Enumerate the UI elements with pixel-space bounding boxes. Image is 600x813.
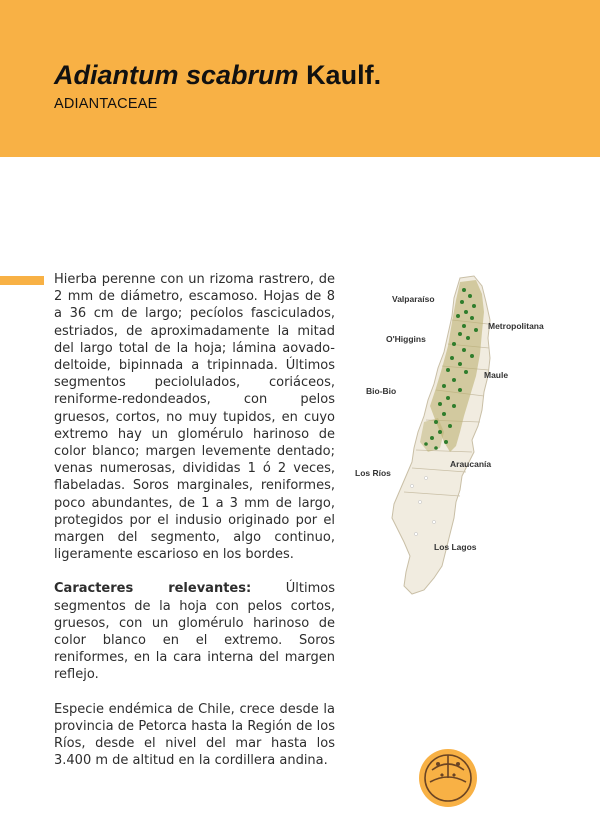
label-los-rios: Los Ríos xyxy=(355,468,391,478)
label-valparaiso: Valparaíso xyxy=(392,294,435,304)
relevant-characters-paragraph xyxy=(54,580,335,683)
label-maule: Maule xyxy=(484,370,509,380)
label-biobio: Bio-Bio xyxy=(366,386,397,396)
distribution-map xyxy=(355,272,550,602)
species-text xyxy=(54,271,335,786)
author-name: Kaulf. xyxy=(306,60,382,90)
label-los-lagos: Los Lagos xyxy=(434,542,477,552)
emblem-icon xyxy=(418,748,478,808)
chile-map-svg xyxy=(355,272,550,602)
species-title xyxy=(54,60,381,91)
distribution-paragraph: Especie endémica de Chile, crece desde la provincia de Petorca hasta la Región de los Ríos, desde el nivel del mar hasta los 3.400 m de altitud en la cordillera andina. xyxy=(54,701,335,769)
header-band xyxy=(0,0,600,157)
scientific-name: Adiantum scabrum xyxy=(54,60,299,90)
label-metropolitana: Metropolitana xyxy=(488,321,544,331)
family-name: ADIANTACEAE xyxy=(54,96,158,112)
side-accent-tab xyxy=(0,276,44,285)
relevant-characters-label: Caracteres relevantes: xyxy=(54,581,252,597)
description-paragraph: Hierba perenne con un rizoma rastrero, de 2 mm de diámetro, escamoso. Hojas de 8 a 36 cm de largo; pecíolos fasciculados, estriados, de aproximadamente la mitad del largo total de la hoja; lámina aovado-deltoide, bipinnada a tripinnada. Últimos segmentos peciolulados, coriáceos, reniforme-redondeados, con pelos gruesos, cortos, no muy tupidos, en cuyo extremo hay un glomérulo harinoso de color blanco; margen levemente dentado; venas numerosas, divididas 1 ó 2 veces, flabeladas. Soros marginales, reniformes, poco abundantes, de 1 a 3 mm de largo, protegidos por el indusio originado por el margen del segmento, algo continuo, ligeramente escarioso en los bordes. xyxy=(54,272,335,563)
label-araucania: Araucanía xyxy=(450,459,492,469)
relevant-characters-text: Últimos segmentos de la hoja con pelos cortos, gruesos, con un glomérulo harinoso de color blanco en el extremo. Soros reniformes, en la cara interna del margen reflejo. xyxy=(54,581,335,683)
emblem-logo xyxy=(418,748,478,808)
label-ohiggins: O'Higgins xyxy=(386,334,426,344)
